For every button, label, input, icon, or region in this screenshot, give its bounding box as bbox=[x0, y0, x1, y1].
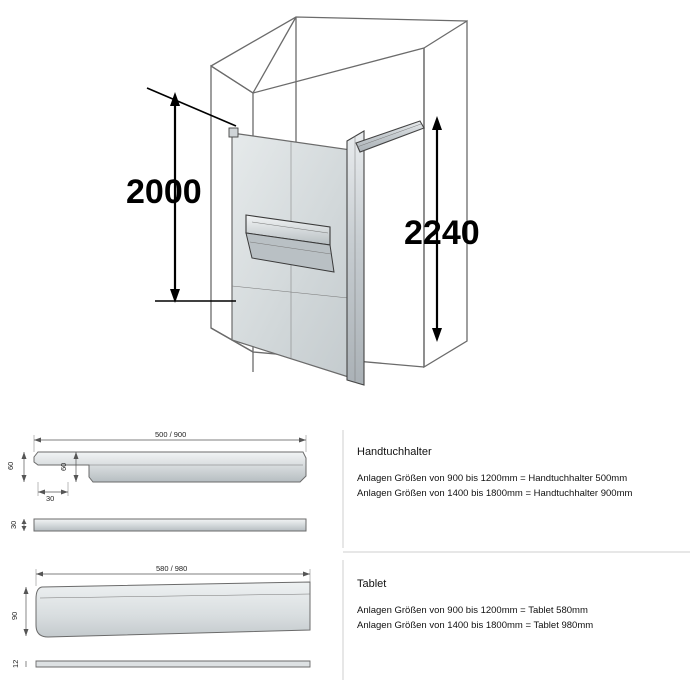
dimension-2000-label: 2000 bbox=[126, 173, 202, 211]
wall-top-edges bbox=[211, 17, 467, 150]
main-perspective-view bbox=[126, 17, 480, 385]
tablet-title: Tablet bbox=[357, 578, 387, 590]
handtuchhalter-width-label: 500 / 900 bbox=[155, 430, 187, 439]
wall-panel-right bbox=[424, 21, 467, 367]
handtuchhalter-dim-inner: 60 bbox=[59, 462, 68, 471]
support-post bbox=[347, 131, 364, 385]
detail-handtuchhalter bbox=[6, 430, 632, 531]
detail-tablet bbox=[10, 564, 593, 668]
dimension-2000 bbox=[126, 88, 236, 303]
tablet-dim-left: 90 bbox=[10, 611, 19, 620]
dimension-2240 bbox=[404, 116, 480, 342]
tablet-width-label: 580 / 980 bbox=[156, 564, 188, 573]
handtuchhalter-dim-left: 60 bbox=[6, 461, 15, 470]
glass-top-clamp bbox=[229, 128, 238, 137]
stabilizer-bar bbox=[356, 121, 424, 152]
tablet-note-1: Anlagen Größen von 900 bis 1200mm = Tablet 580mm bbox=[357, 605, 588, 616]
handtuchhalter-note-1: Anlagen Größen von 900 bis 1200mm = Handtuchhalter 500mm bbox=[357, 473, 628, 484]
handtuchhalter-dim-bottom: 30 bbox=[46, 494, 55, 503]
handtuchhalter-dim-section: 30 bbox=[9, 520, 18, 529]
handtuchhalter-title: Handtuchhalter bbox=[357, 446, 432, 458]
dimension-2240-label: 2240 bbox=[404, 214, 480, 252]
handtuchhalter-note-2: Anlagen Größen von 1400 bis 1800mm = Handtuchhalter 900mm bbox=[357, 488, 633, 499]
tablet-dim-section: 12 bbox=[11, 659, 20, 668]
tablet-note-2: Anlagen Größen von 1400 bis 1800mm = Tablet 980mm bbox=[357, 620, 594, 631]
